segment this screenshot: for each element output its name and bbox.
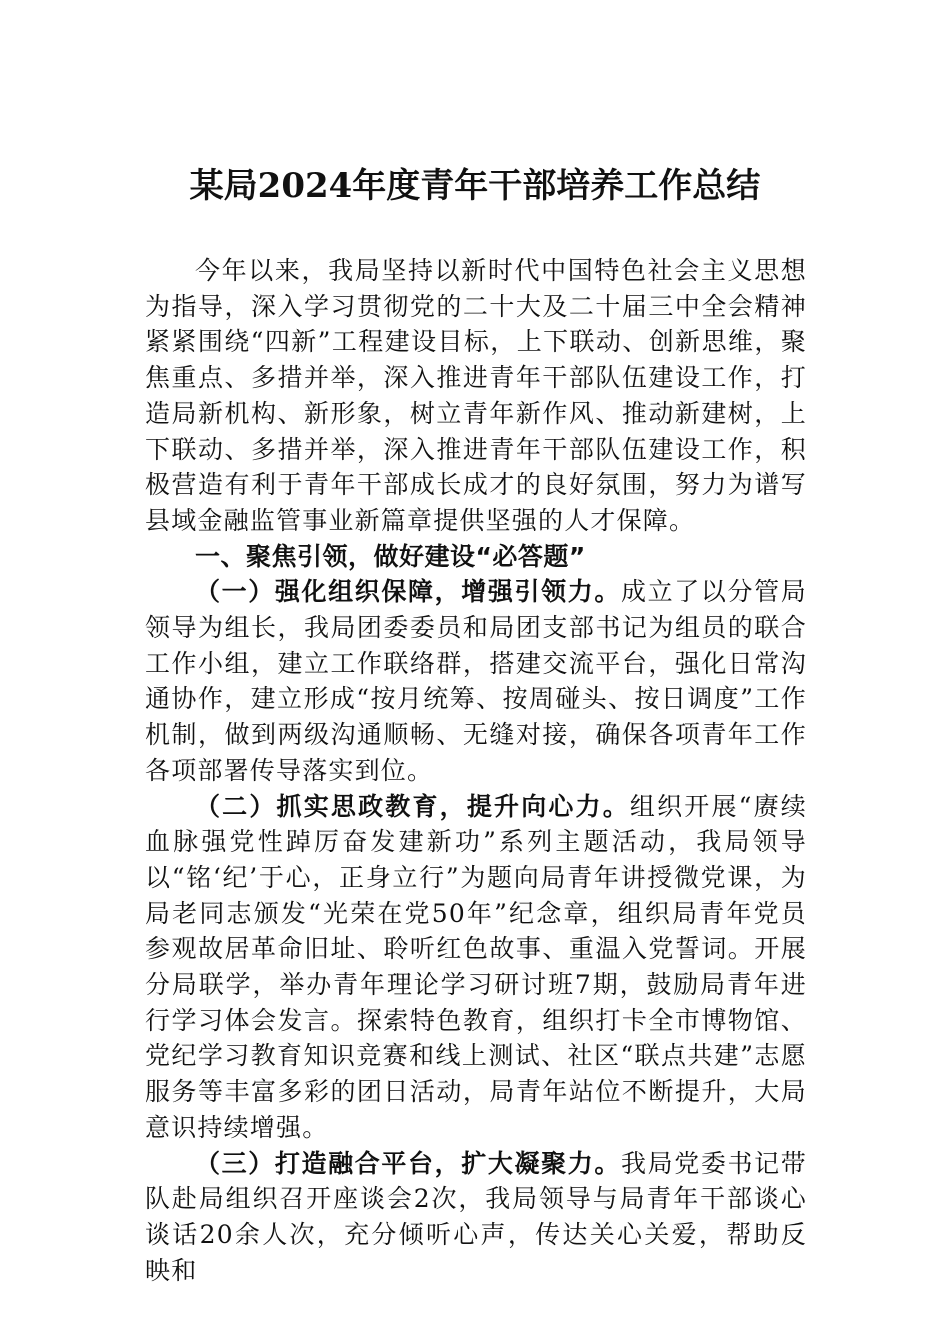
subsection-text-3: 我局党委书记带队赴局组织召开座谈会2次，我局领导与局青年干部谈心谈话20余人次，充分倾听心声，传达关心关爱，帮助反映和: [145, 1148, 807, 1285]
document-body: [145, 253, 807, 1288]
subsection-lead-2: （二）抓实思政教育，提升向心力。: [195, 791, 630, 821]
subsection-text-2: 组织开展“赓续血脉强党性踔厉奋发建新功”系列主题活动，我局领导以“铭‘纪’于心，正身立行”为题向局青年讲授微党课，为局老同志颁发“光荣在党50年”纪念章，组织局青年党员参观故居革命旧址、聆听红色故事、重温入党誓词。开展分局联学，举办青年理论学习研讨班7期，鼓励局青年进行学习体会发言。探索特色教育，组织打卡全市博物馆、党纪学习教育知识竞赛和线上测试、社区“联点共建”志愿服务等丰富多彩的团日活动，局青年站位不断提升，大局意识持续增强。: [145, 791, 807, 1142]
section-heading-1: 一、聚焦引领，做好建设“必答题”: [195, 541, 586, 571]
subsection-lead-3: （三）打造融合平台，扩大凝聚力。: [195, 1148, 622, 1178]
subsection-lead-1: （一）强化组织保障，增强引领力。: [195, 577, 622, 607]
subsection-paragraph-1: [145, 574, 807, 788]
intro-paragraph: 今年以来，我局坚持以新时代中国特色社会主义思想为指导，深入学习贯彻党的二十大及二十届三中全会精神紧紧围绕“四新”工程建设目标，上下联动、创新思维，聚焦重点、多措并举，深入推进青年干部队伍建设工作，打造局新机构、新形象，树立青年新作风、推动新建树，上下联动、多措并举，深入推进青年干部队伍建设工作，积极营造有利于青年干部成长成才的良好氛围，努力为谱写县域金融监管事业新篇章提供坚强的人才保障。: [145, 256, 807, 535]
subsection-paragraph-3: [145, 1146, 807, 1289]
subsection-paragraph-2: [145, 789, 807, 1146]
document-title: 某局2024年度青年干部培养工作总结: [189, 166, 761, 206]
subsection-text-1: 成立了以分管局领导为组长，我局团委委员和局团支部书记为组员的联合工作小组，建立工作联络群，搭建交流平台，强化日常沟通协作，建立形成“按月统筹、按周碰头、按日调度”工作机制，做到两级沟通顺畅、无缝对接，确保各项青年工作各项部署传导落实到位。: [145, 577, 807, 785]
